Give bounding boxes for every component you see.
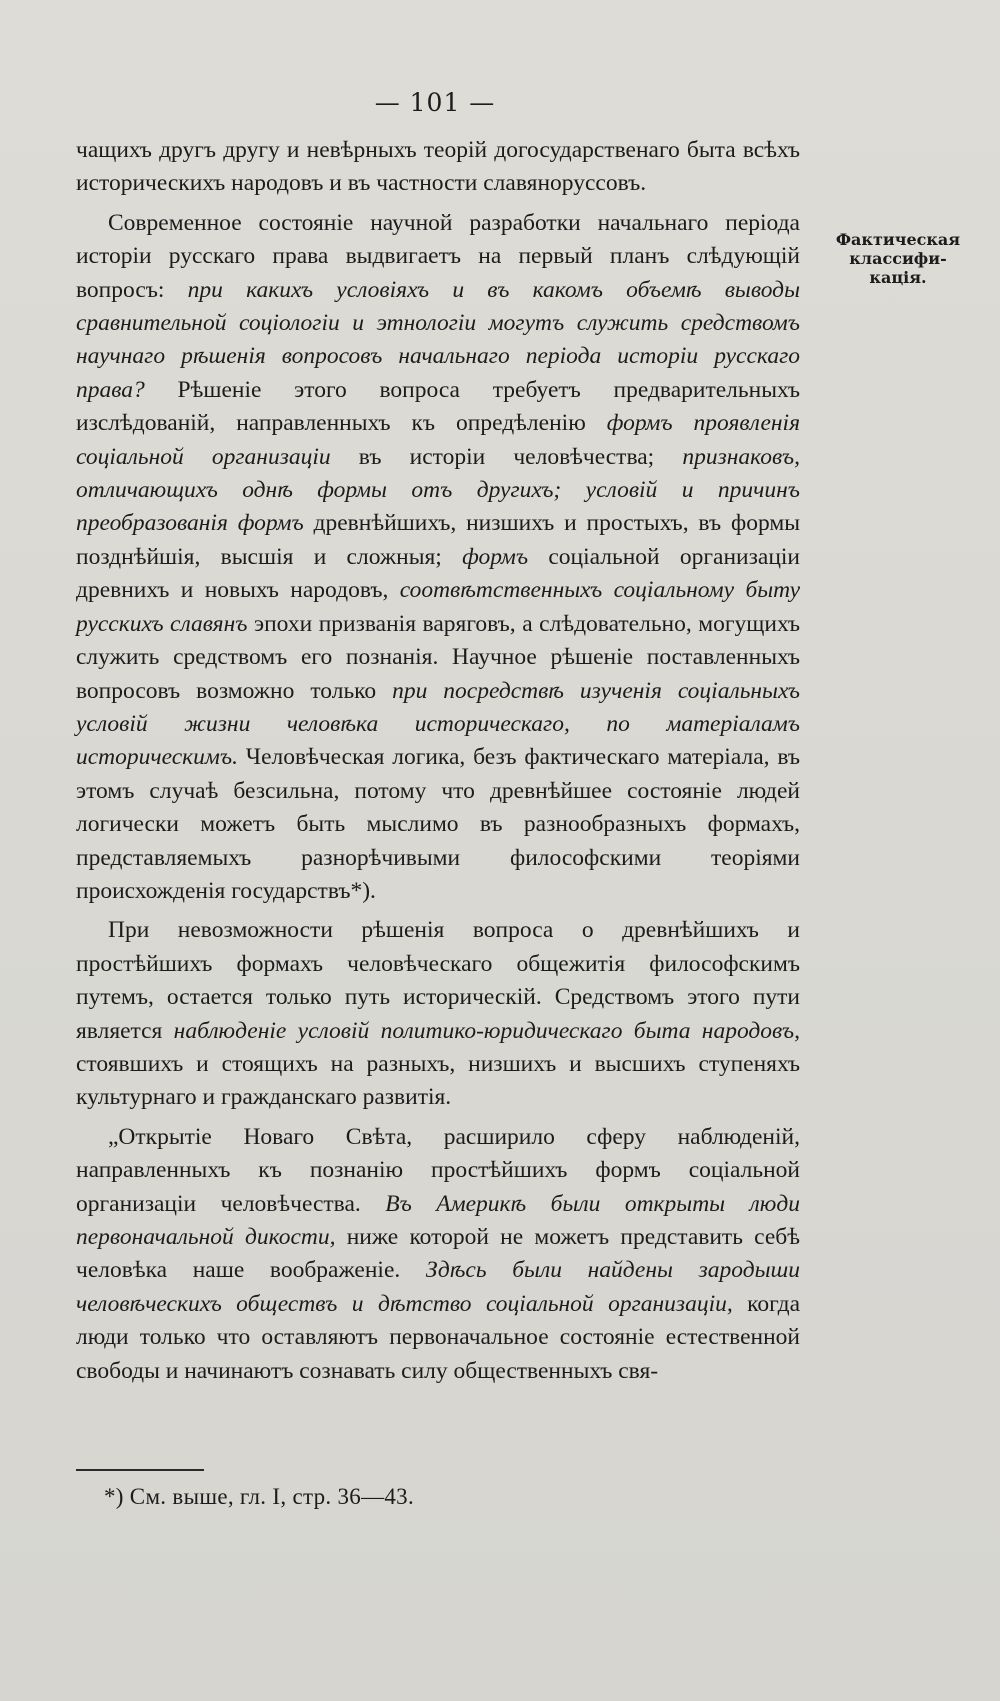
paragraph bbox=[76, 914, 800, 1114]
italic-text: формъ bbox=[462, 543, 529, 570]
text-run: соціальной организаціи древнихъ и новыхъ народовъ, bbox=[76, 543, 801, 604]
text-run: „Открытіе Новаго Свѣта, расширило сферу наблюденій, направленныхъ къ познанію простѣйшихъ формъ соціальной организаціи человѣчества. bbox=[76, 1123, 800, 1217]
text-run: Рѣшеніе этого вопроса требуетъ предварительныхъ изслѣдованій, направленныхъ къ опредѣленію bbox=[76, 376, 800, 437]
footnote-divider bbox=[76, 1469, 204, 1471]
italic-text: Въ Америкѣ были открыты люди первоначальной дикости, bbox=[76, 1190, 800, 1250]
italic-text: формъ проявленія соціальной организаціи bbox=[76, 410, 800, 470]
paragraph bbox=[76, 207, 800, 909]
paragraph bbox=[76, 134, 800, 201]
paragraph bbox=[76, 1121, 800, 1388]
text-run: ниже которой не можетъ представить себѣ человѣка наше воображеніе. bbox=[76, 1224, 801, 1284]
margin-note bbox=[808, 230, 988, 287]
text-run: стоявшихъ и стоящихъ на разныхъ, низшихъ и высшихъ ступеняхъ культурнаго и гражданскаго развитія. bbox=[76, 1050, 800, 1111]
italic-text: при посредствѣ изученія соціальныхъ условій жизни человѣка историческаго, по матеріаламъ историческимъ. bbox=[76, 677, 800, 771]
text-run: Человѣческая логика, безъ фактическаго матеріала, въ этомъ случаѣ безсильна, потому что древнѣйшее состояніе людей логически можетъ быть мыслимо въ разнообразныхъ формахъ, представляемыхъ разнорѣчивыми философскими теоріями происхожденія государствъ*). bbox=[76, 744, 800, 904]
text-run: въ исторіи человѣчества; bbox=[330, 443, 683, 470]
text-run: чащихъ другъ другу и невѣрныхъ теорій догосударственаго быта всѣхъ историческихъ народовъ и въ частности славяноруссовъ. bbox=[76, 137, 800, 197]
margin-note-line: кація. bbox=[869, 268, 927, 287]
text-run: Современное состояніе научной разработки начальнаго періода исторіи русскаго права выдвигаетъ на первый планъ слѣдующій вопросъ: bbox=[76, 209, 800, 303]
body-text bbox=[76, 134, 800, 1394]
italic-text: наблюденіе условій политико-юридическаго быта народовъ, bbox=[173, 1017, 800, 1044]
page-number: — 101 — bbox=[374, 88, 496, 117]
italic-text: признаковъ, отличающихъ однѣ формы отъ другихъ; условій и причинъ преобразованія формъ bbox=[76, 443, 800, 537]
margin-note-line: Фактическая bbox=[835, 230, 961, 249]
text-run: древнѣйшихъ, низшихъ и простыхъ, въ формы позднѣйшія, высшія и сложныя; bbox=[76, 510, 800, 570]
italic-text: соотвѣтственныхъ соціальному быту русскихъ славянъ bbox=[76, 577, 800, 637]
text-run: эпохи призванія варяговъ, а слѣдовательно, могущихъ служить средствомъ его познанія. Научное рѣшеніе поставленныхъ вопросовъ возможно только bbox=[76, 610, 800, 704]
italic-text: Здѣсь были найдены зародыши человѣческихъ обществъ и дѣтство соціальной организаціи, bbox=[76, 1257, 800, 1317]
text-run: При невозможности рѣшенія вопроса о древнѣйшихъ и простѣйшихъ формахъ человѣческаго общежитія философскимъ путемъ, остается только путь историческій. Средствомъ этого пути является bbox=[76, 917, 800, 1044]
margin-note-line: классифи- bbox=[849, 249, 947, 268]
footnote: *) См. выше, гл. I, стр. 36—43. bbox=[104, 1484, 415, 1509]
text-run: когда люди только что оставляютъ первоначальное состояніе естественной свободы и начинаютъ сознавать силу общественныхъ свя- bbox=[76, 1290, 800, 1384]
italic-text: при какихъ условіяхъ и въ какомъ объемѣ выводы сравнительной соціологіи и этнологіи могутъ служить средствомъ научнаго рѣшенія вопросовъ начальнаго періода исторіи русскаго права? bbox=[76, 276, 800, 403]
